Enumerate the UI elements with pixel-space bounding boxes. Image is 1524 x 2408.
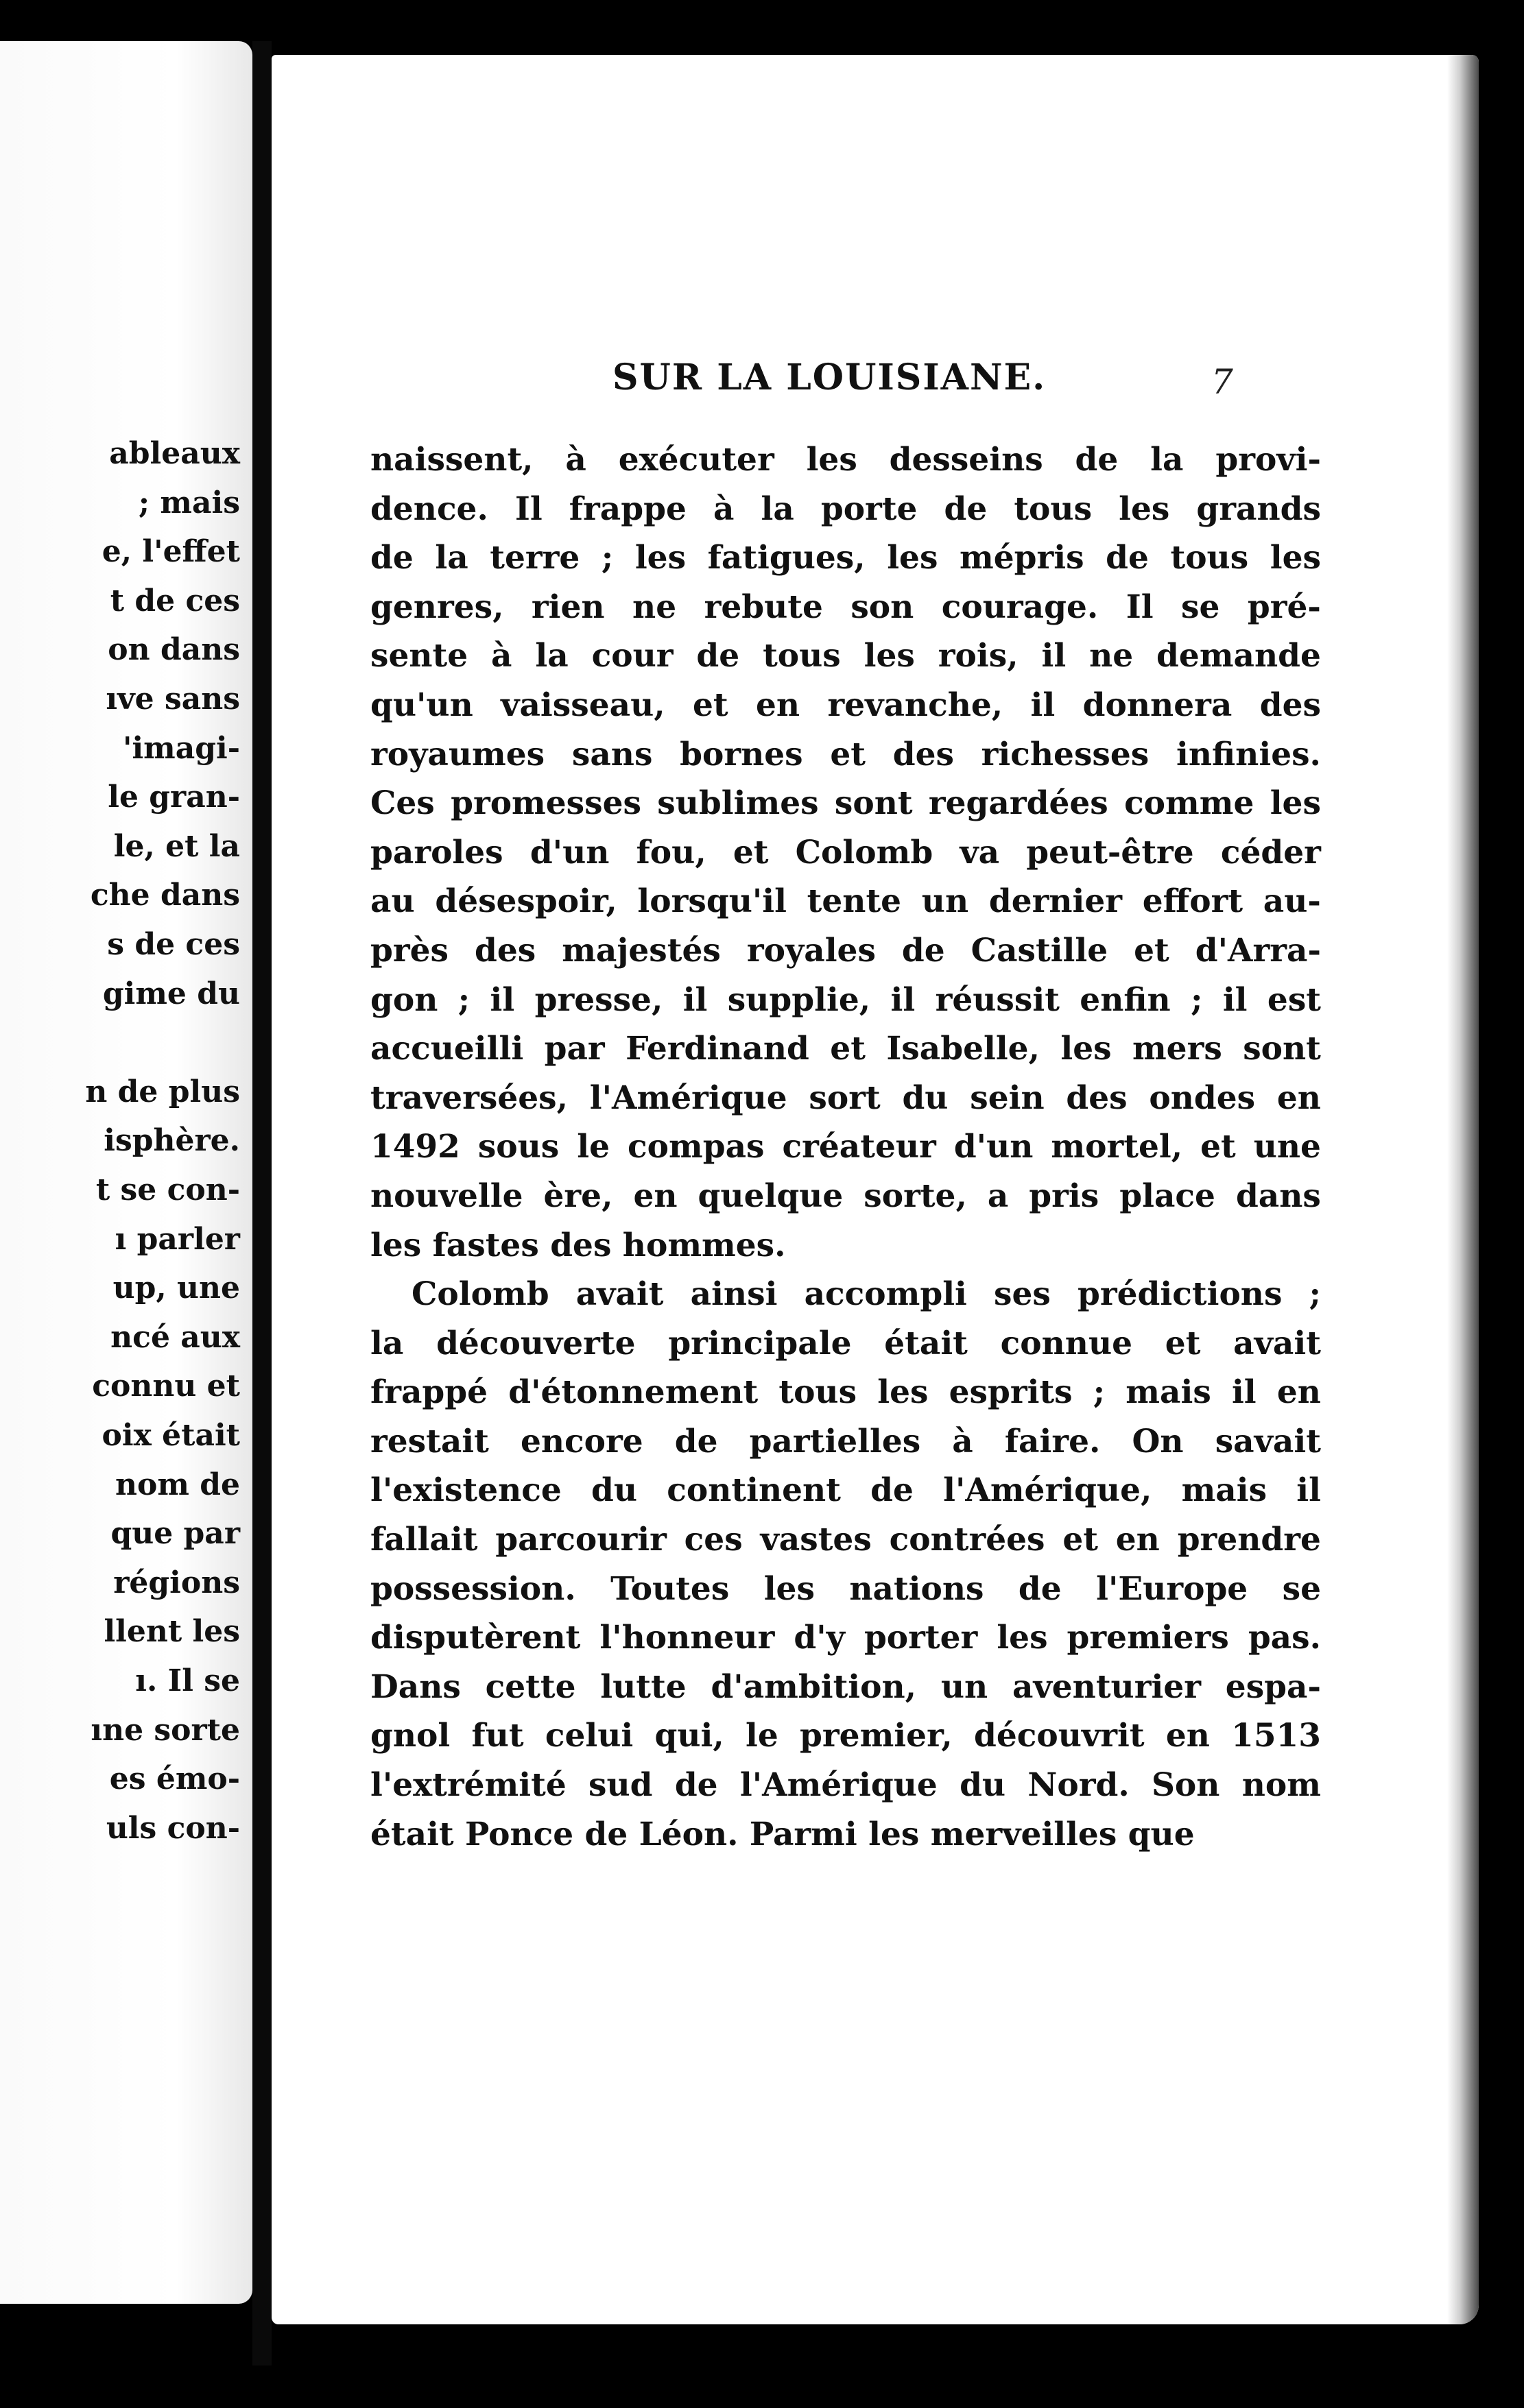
facing-page-line: le gran-	[108, 780, 240, 815]
body-text	[370, 435, 1321, 1859]
text-line: royaumes sans bornes et des richesses infinies.	[370, 735, 1321, 773]
text-line: Ces promesses sublimes sont regardées comme les	[370, 784, 1321, 823]
text-line: était Ponce de Léon. Parmi les merveilles que	[370, 1815, 1195, 1853]
text-line: dence. Il frappe à la porte de tous les grands	[370, 490, 1321, 528]
text-line: 1492 sous le compas créateur d'un mortel, et une	[370, 1128, 1321, 1166]
facing-page-line: ableaux	[109, 436, 240, 471]
facing-page-line: es émo-	[109, 1761, 240, 1797]
facing-page-line: gime du	[102, 976, 240, 1011]
text-line: restait encore de partielles à faire. On savait	[370, 1422, 1321, 1460]
facing-page-line: on dans	[108, 632, 240, 668]
text-line: de la terre ; les fatigues, les mépris de tous les	[370, 539, 1321, 577]
facing-page-line: ı parler	[115, 1221, 240, 1257]
facing-page-line: uls con-	[106, 1810, 240, 1846]
facing-page-line: llent les	[104, 1614, 240, 1650]
facing-page-line: 'imagi-	[123, 730, 240, 766]
text-line: l'existence du continent de l'Amérique, mais il	[370, 1471, 1321, 1510]
facing-page-fragment	[0, 41, 252, 2304]
facing-page-line: oix était	[102, 1418, 240, 1453]
text-line: genres, rien ne rebute son courage. Il se pré-	[370, 588, 1321, 626]
text-line: disputèrent l'honneur d'y porter les premiers pas.	[370, 1619, 1321, 1657]
facing-page-line: régions	[113, 1565, 240, 1600]
text-line: sente à la cour de tous les rois, il ne demande	[370, 637, 1321, 675]
text-line: paroles d'un fou, et Colomb va peut-être céder	[370, 833, 1321, 871]
book-page	[272, 55, 1479, 2324]
facing-page-line: connu et	[92, 1369, 240, 1404]
text-line: fallait parcourir ces vastes contrées et en prendre	[370, 1521, 1321, 1559]
facing-page-line: s de ces	[107, 927, 240, 962]
facing-page-line: ; mais	[138, 485, 240, 520]
text-line: nouvelle ère, en quelque sorte, a pris place dans	[370, 1177, 1321, 1215]
text-line: accueilli par Ferdinand et Isabelle, les mers sont	[370, 1030, 1321, 1068]
facing-page-line: ncé aux	[110, 1319, 240, 1355]
facing-page-line: ıve sans	[106, 682, 240, 717]
text-line: possession. Toutes les nations de l'Europe se	[370, 1569, 1321, 1608]
facing-page-line: ı. Il se	[135, 1663, 240, 1698]
text-line: gnol fut celui qui, le premier, découvrit en 1513	[370, 1717, 1321, 1755]
facing-page-line: t de ces	[110, 583, 240, 618]
text-line: qu'un vaisseau, et en revanche, il donnera des	[370, 686, 1321, 724]
text-line: près des majestés royales de Castille et d'Arra-	[370, 931, 1321, 970]
facing-page-line: le, et la	[113, 828, 240, 864]
running-head: SUR LA LOUISIANE.	[612, 357, 1047, 398]
text-line: gon ; il presse, il supplie, il réussit enfin ; il est	[370, 980, 1321, 1019]
book-gutter	[252, 41, 272, 2365]
text-line: la découverte principale était connue et avait	[370, 1324, 1321, 1362]
text-line: au désespoir, lorsqu'il tente un dernier effort au-	[370, 882, 1321, 921]
facing-page-line: isphère.	[104, 1123, 240, 1159]
page-number: 7	[1211, 362, 1233, 402]
text-line: Colomb avait ainsi accompli ses prédictions ;	[412, 1275, 1321, 1314]
facing-page-line: ıne sorte	[91, 1712, 240, 1748]
text-line: les fastes des hommes.	[370, 1226, 786, 1264]
text-line: traversées, l'Amérique sort du sein des ondes en	[370, 1079, 1321, 1117]
facing-page-line: n de plus	[85, 1074, 240, 1109]
facing-page-line: nom de	[115, 1467, 240, 1502]
page-edge-shadow	[1447, 55, 1479, 2324]
facing-page-line: t se con-	[95, 1172, 240, 1207]
text-line: frappé d'étonnement tous les esprits ; mais il en	[370, 1373, 1321, 1412]
facing-page-line: che dans	[90, 878, 240, 913]
text-line: Dans cette lutte d'ambition, un aventurier espa-	[370, 1667, 1321, 1706]
text-line: naissent, à exécuter les desseins de la provi-	[370, 441, 1321, 479]
facing-page-line: up, une	[112, 1271, 240, 1306]
facing-page-line: e, l'effet	[102, 534, 240, 570]
facing-page-line: que par	[110, 1516, 240, 1552]
text-line: l'extrémité sud de l'Amérique du Nord. Son nom	[370, 1766, 1321, 1805]
